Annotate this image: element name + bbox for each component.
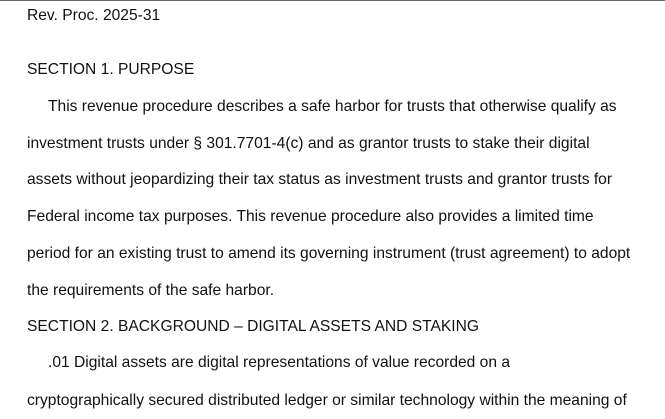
section-1-paragraph-line: investment trusts under § 301.7701-4(c) and as grantor trusts to stake their digital	[27, 135, 590, 152]
section-2-paragraph-line: cryptographically secured distributed ledger or similar technology within the meaning of	[27, 392, 627, 409]
section-2-heading: SECTION 2. BACKGROUND – DIGITAL ASSETS AND STAKING	[27, 318, 480, 335]
top-border-line	[0, 0, 665, 1]
document-header: Rev. Proc. 2025-31	[27, 7, 161, 24]
section-1-paragraph-line: Federal income tax purposes. This revenue procedure also provides a limited time	[27, 208, 594, 225]
section-1-paragraph-line: period for an existing trust to amend its governing instrument (trust agreement) to adopt	[27, 245, 631, 262]
section-1-paragraph-line: This revenue procedure describes a safe harbor for trusts that otherwise qualify as	[48, 98, 617, 115]
section-1-paragraph-line: assets without jeopardizing their tax status as investment trusts and grantor trusts for	[27, 171, 613, 188]
section-1-heading: SECTION 1. PURPOSE	[27, 61, 195, 78]
section-2-paragraph-line: .01 Digital assets are digital representations of value recorded on a	[48, 354, 511, 371]
section-1-paragraph-line: the requirements of the safe harbor.	[27, 282, 275, 299]
